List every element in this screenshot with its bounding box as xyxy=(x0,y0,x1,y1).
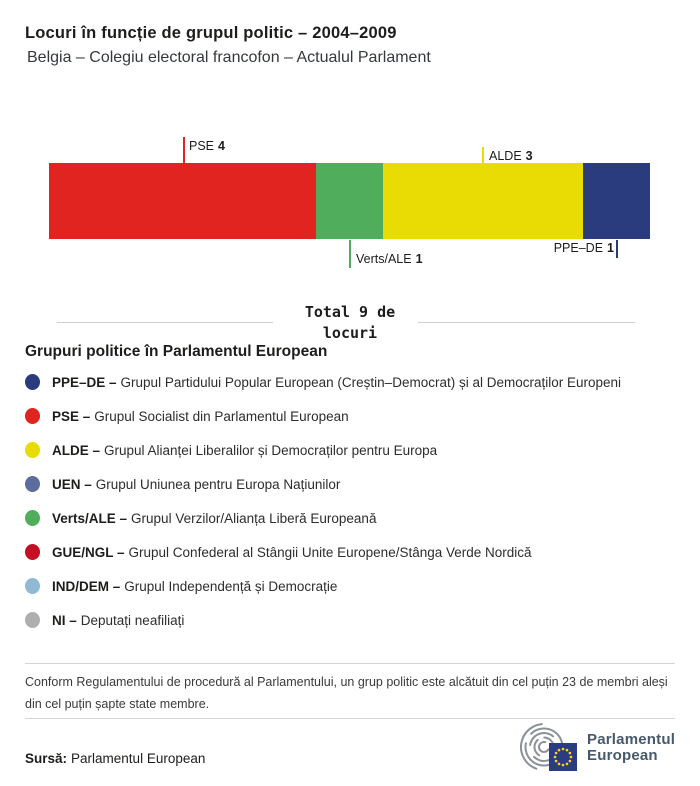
legend-item-ni xyxy=(25,603,685,637)
ep-hemicycle-icon xyxy=(511,723,577,773)
verts-ale-seat-count: 1 xyxy=(415,252,423,266)
alde-tick-line xyxy=(482,147,484,164)
footnote-top-divider xyxy=(25,663,675,664)
pse-tick-line xyxy=(183,137,185,164)
total-seats-label: Total 9 de locuri xyxy=(304,303,396,342)
legend-item-label: PPE–DE – Grupul Partidului Popular European (Creștin–Democrat) și al Democraților Europeni xyxy=(52,374,622,390)
verts-ale-tick-line xyxy=(349,240,351,268)
legend-list xyxy=(25,365,685,637)
legend-item-label: GUE/NGL – Grupul Confederal al Stângii Unite Europene/Stânga Verde Nordică xyxy=(52,544,532,560)
legend-color-dot xyxy=(25,612,40,628)
legend-item-verts-ale xyxy=(25,501,685,535)
ppe-de-tick-line xyxy=(616,240,618,258)
legend-item-gue-ngl xyxy=(25,535,685,569)
total-divider-left-line xyxy=(57,322,273,323)
legend-item-ppe-de xyxy=(25,365,685,399)
legend-item-label: NI – Deputați neafiliați xyxy=(52,612,185,628)
legend-item-label: PSE – Grupul Socialist din Parlamentul European xyxy=(52,408,349,424)
verts-ale-bar-label xyxy=(356,252,423,266)
alde-group-name: ALDE xyxy=(489,149,522,163)
ppe-de-bar-label xyxy=(554,241,614,255)
legend-color-dot xyxy=(25,408,40,424)
ep-logo-text xyxy=(587,732,675,764)
legend-item-uen xyxy=(25,467,685,501)
legend-color-dot xyxy=(25,510,40,526)
ep-logo-line1: Parlamentul xyxy=(587,731,676,748)
legend-item-label: UEN – Grupul Uniunea pentru Europa Națiunilor xyxy=(52,476,341,492)
ep-logo xyxy=(511,723,675,773)
legend-item-pse xyxy=(25,399,685,433)
pse-seat-count: 4 xyxy=(218,139,225,153)
total-divider-right-line xyxy=(418,322,635,323)
legend-item-label: Verts/ALE – Grupul Verzilor/Alianța Liberă Europeană xyxy=(52,510,377,526)
footnote-text: Conform Regulamentului de procedură al Parlamentului, un grup politic este alcătuit din cel puțin 23 de membri aleși din cel puțin șapte state membre. xyxy=(25,675,668,711)
legend-heading: Grupuri politice în Parlamentul European xyxy=(25,343,328,360)
legend-item-label: IND/DEM – Grupul Independență și Democrație xyxy=(52,578,338,594)
legend-color-dot xyxy=(25,578,40,594)
ppe-de-group-name: PPE–DE xyxy=(553,241,604,255)
legend-item-alde xyxy=(25,433,685,467)
page-subtitle: Belgia – Colegiu electoral francofon – Actualul Parlament xyxy=(27,49,431,66)
legend-item-ind-dem xyxy=(25,569,685,603)
page-title: Locuri în funcție de grupul politic – 2004–2009 xyxy=(25,24,397,43)
ep-logo-line2: European xyxy=(587,747,658,764)
legend-color-dot xyxy=(25,442,40,458)
source-line xyxy=(25,751,205,766)
legend-color-dot xyxy=(25,476,40,492)
bar-segment-pse xyxy=(49,163,316,239)
source-value: Parlamentul European xyxy=(71,751,206,766)
stacked-seat-bar xyxy=(49,163,650,239)
source-label: Sursă: xyxy=(25,751,68,766)
eu-flag xyxy=(549,743,577,771)
bar-segment-ppe-de xyxy=(583,163,650,239)
bar-segment-verts-ale xyxy=(316,163,383,239)
legend-color-dot xyxy=(25,374,40,390)
pse-bar-label xyxy=(189,139,225,153)
legend-color-dot xyxy=(25,544,40,560)
ppe-de-seat-count: 1 xyxy=(607,241,614,255)
verts-ale-group-name: Verts/ALE xyxy=(356,252,412,266)
alde-seat-count: 3 xyxy=(525,149,533,163)
bar-segment-alde xyxy=(383,163,583,239)
footnote-bottom-divider xyxy=(25,718,675,719)
alde-bar-label xyxy=(489,149,533,163)
pse-group-name: PSE xyxy=(189,139,215,153)
legend-item-label: ALDE – Grupul Alianței Liberalilor și Democraților pentru Europa xyxy=(52,442,438,458)
